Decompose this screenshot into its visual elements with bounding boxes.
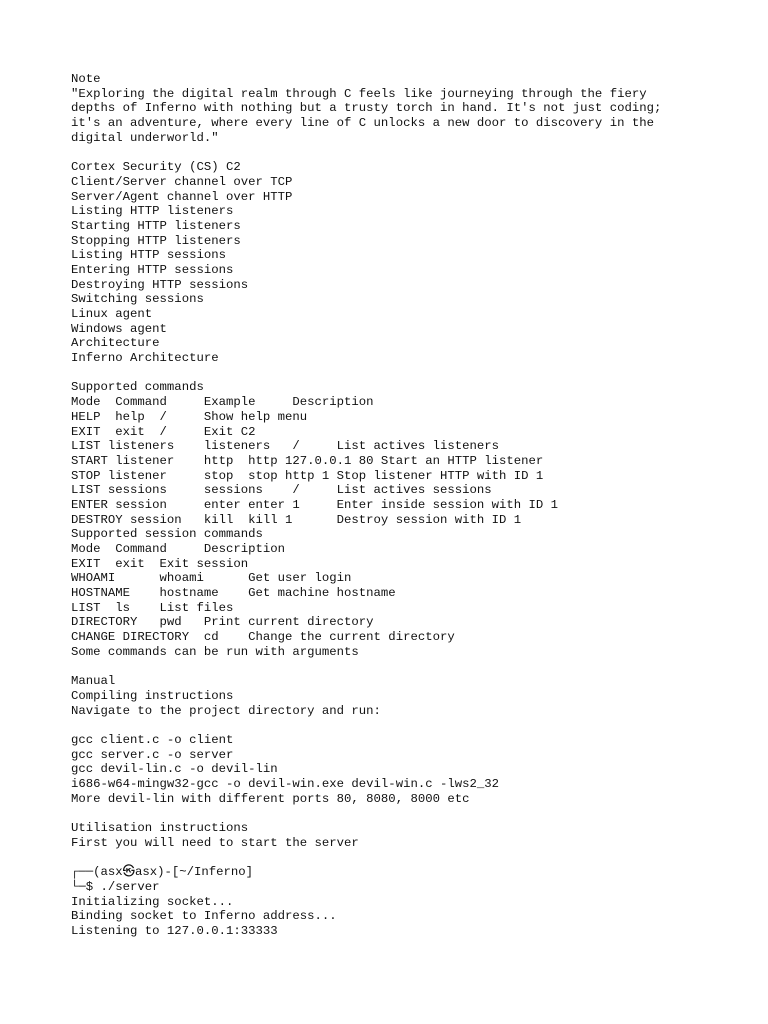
terminal-prompt-line: ┌──(asx㉿asx)-[~/Inferno] — [71, 865, 254, 880]
table-row: EXIT exit / Exit C2 — [71, 424, 256, 439]
toc-item: Cortex Security (CS) C2 — [71, 160, 241, 175]
terminal-command-line: └─$ ./server — [71, 879, 160, 894]
manual-heading: Manual — [71, 674, 116, 689]
table-row: LIST ls List files — [71, 600, 234, 615]
code-line: i686-w64-mingw32-gcc -o devil-win.exe devil-win.c -lws2_32 — [71, 777, 500, 791]
table-row: LIST sessions sessions / List actives sessions — [71, 483, 492, 498]
utilisation-heading: Utilisation instructions — [71, 821, 249, 836]
toc-item: Destroying HTTP sessions — [71, 277, 249, 292]
note-heading: Note — [71, 72, 101, 86]
toc-item: Starting HTTP listeners — [71, 218, 241, 233]
table-row: Mode Command Example Description — [71, 395, 374, 410]
commands-heading: Supported commands — [71, 380, 204, 395]
table-row: START listener http http 127.0.0.1 80 Start an HTTP listener — [71, 453, 544, 468]
quote-line: digital underworld." — [71, 130, 219, 145]
spacer — [71, 850, 751, 865]
spacer — [71, 806, 751, 821]
toc-item: Windows agent — [71, 321, 167, 336]
table-row: EXIT exit Exit session — [71, 556, 249, 571]
table-row: STOP listener stop stop http 1 Stop listener HTTP with ID 1 — [71, 468, 544, 483]
utilisation-intro: First you will need to start the server — [71, 835, 359, 850]
table-row: ENTER session enter enter 1 Enter inside session with ID 1 — [71, 497, 559, 512]
quote-line: depths of Inferno with nothing but a trusty torch in hand. It's not just coding; — [71, 101, 662, 116]
toc-item: Linux agent — [71, 307, 153, 321]
table-row: HOSTNAME hostname Get machine hostname — [71, 586, 396, 601]
quote-block — [71, 87, 751, 146]
table-row: CHANGE DIRECTORY cd Change the current directory — [71, 630, 455, 645]
commands-table — [71, 395, 751, 527]
table-row: Mode Command Description — [71, 542, 286, 556]
compiling-intro: Navigate to the project directory and run: — [71, 703, 381, 718]
table-row: WHOAMI whoami Get user login — [71, 571, 352, 586]
toc-item: Entering HTTP sessions — [71, 262, 234, 277]
terminal-output-line: Binding socket to Inferno address... — [71, 909, 337, 924]
arguments-note: Some commands can be run with arguments — [71, 644, 359, 659]
compile-commands — [71, 733, 751, 806]
toc-item: Client/Server channel over TCP — [71, 174, 293, 189]
session-commands-heading: Supported session commands — [71, 527, 263, 542]
toc-item: Inferno Architecture — [71, 351, 219, 366]
terminal-output-line: Listening to 127.0.0.1:33333 — [71, 923, 278, 938]
spacer — [71, 660, 751, 675]
table-of-contents — [71, 160, 751, 366]
spacer — [71, 145, 751, 160]
spacer — [71, 718, 751, 733]
table-row: DESTROY session kill kill 1 Destroy session with ID 1 — [71, 512, 522, 527]
spacer — [71, 366, 751, 381]
quote-line: it's an adventure, where every line of C unlocks a new door to discovery in the — [71, 116, 654, 131]
table-row: HELP help / Show help menu — [71, 409, 308, 424]
document-body — [71, 72, 751, 939]
terminal-output — [71, 865, 751, 938]
code-line: gcc client.c -o client — [71, 732, 234, 747]
compiling-heading: Compiling instructions — [71, 688, 234, 703]
toc-item: Switching sessions — [71, 292, 204, 307]
table-row: DIRECTORY pwd Print current directory — [71, 615, 374, 630]
session-commands-table — [71, 542, 751, 645]
toc-item: Architecture — [71, 336, 160, 351]
toc-item: Listing HTTP listeners — [71, 204, 234, 219]
table-row: LIST listeners listeners / List actives listeners — [71, 439, 500, 454]
toc-item: Server/Agent channel over HTTP — [71, 189, 293, 204]
code-line: gcc devil-lin.c -o devil-lin — [71, 762, 278, 777]
code-line: gcc server.c -o server — [71, 747, 234, 762]
toc-item: Listing HTTP sessions — [71, 248, 226, 263]
quote-line: "Exploring the digital realm through C feels like journeying through the fiery — [71, 86, 647, 101]
terminal-output-line: Initializing socket... — [71, 894, 234, 909]
toc-item: Stopping HTTP listeners — [71, 233, 241, 248]
code-line: More devil-lin with different ports 80, 8080, 8000 etc — [71, 791, 470, 806]
